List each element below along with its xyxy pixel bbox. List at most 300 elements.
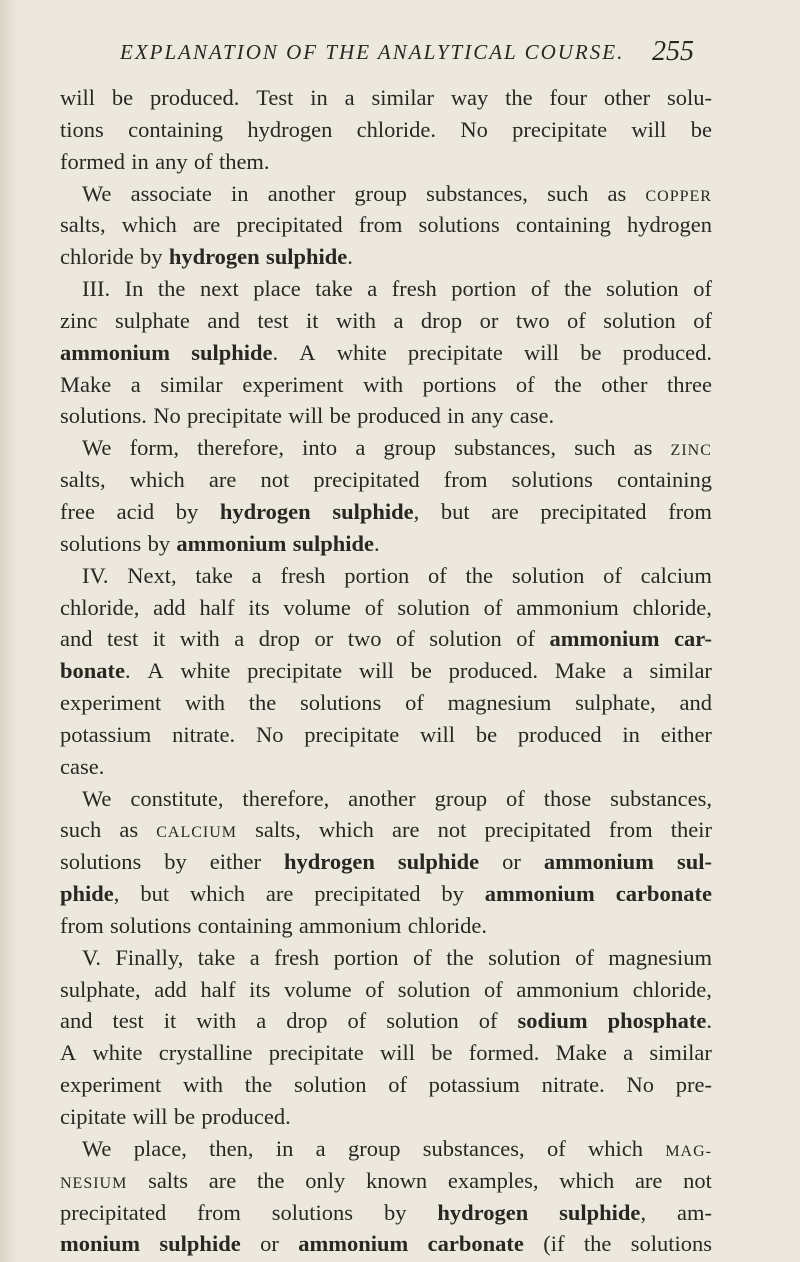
word: Next,: [127, 562, 177, 588]
word: substances,: [426, 180, 528, 206]
word: case.: [509, 403, 555, 429]
word: chloride,: [632, 594, 712, 620]
word: Make: [60, 371, 112, 397]
word: in: [310, 85, 328, 110]
word: substances,: [610, 785, 712, 811]
word: sulphate,: [60, 976, 141, 1002]
word: precipitate: [268, 1040, 364, 1066]
word: fresh: [280, 562, 326, 588]
word: We: [82, 435, 112, 461]
text-line: [60, 783, 712, 815]
word: two: [347, 626, 382, 652]
word: solution: [293, 1072, 367, 1098]
word: free: [60, 498, 95, 524]
word: CALCIUM: [156, 824, 238, 842]
word: solution: [511, 562, 585, 588]
word: which: [318, 817, 374, 843]
word: portion: [333, 944, 399, 970]
word: precipitate: [512, 116, 608, 142]
word: am-: [676, 1199, 712, 1225]
word: containing: [515, 212, 611, 238]
word: group: [347, 1135, 401, 1161]
word: produced.: [149, 85, 240, 110]
word: which: [559, 1167, 615, 1193]
word: by: [140, 244, 163, 270]
word: from: [60, 912, 104, 938]
word: white: [336, 339, 387, 365]
word: place,: [133, 1135, 187, 1161]
word: are: [392, 817, 420, 843]
word: solution: [429, 626, 502, 652]
word: the: [244, 1072, 273, 1098]
word: be: [111, 85, 134, 110]
word: not: [683, 1167, 712, 1193]
word: precipitated: [484, 817, 591, 843]
word: of: [530, 276, 550, 302]
word: of: [567, 307, 586, 333]
word: test: [107, 626, 139, 652]
word: fresh: [391, 276, 437, 302]
word: two: [515, 307, 550, 333]
page-gutter-shadow: [0, 0, 18, 1262]
word: ammonium: [543, 849, 654, 875]
text-line: [60, 146, 712, 178]
word: test: [257, 307, 289, 333]
word: containing: [616, 467, 712, 493]
word: as: [633, 435, 653, 461]
text-line: [60, 432, 712, 464]
word: precipitated: [314, 881, 421, 907]
text-line: [60, 209, 712, 241]
word: experiment: [242, 371, 344, 397]
word: will: [524, 339, 560, 365]
word: volume: [283, 594, 351, 620]
word: V.: [82, 944, 101, 970]
word: a: [393, 307, 404, 333]
text-line: [60, 655, 712, 687]
text-line: [60, 1165, 712, 1197]
word: of: [396, 626, 415, 652]
word: carbonate: [615, 881, 712, 907]
word: chloride,: [632, 976, 712, 1002]
word: it: [163, 1008, 177, 1034]
word: precipitated: [60, 1199, 167, 1225]
word: a: [622, 658, 633, 684]
word: with: [363, 371, 404, 397]
word: sodium: [517, 1008, 588, 1034]
word: solutions.: [60, 403, 147, 429]
word: Make: [555, 1040, 607, 1066]
word: of: [365, 976, 385, 1002]
word: salts,: [255, 817, 301, 843]
word: formed: [60, 148, 125, 174]
word: constitute,: [130, 785, 224, 811]
word: a: [256, 1008, 267, 1034]
word: such: [60, 817, 102, 843]
word: hydrogen: [168, 244, 260, 270]
word: In: [124, 276, 144, 302]
word: with: [182, 1072, 223, 1098]
word: of: [516, 626, 536, 652]
word: drop: [258, 626, 301, 652]
word: phosphate.: [607, 1008, 712, 1034]
word: be: [690, 116, 712, 142]
word: portions: [422, 371, 497, 397]
word: a: [249, 944, 260, 970]
word: solution: [603, 307, 676, 333]
text-line: [60, 751, 712, 783]
word: in: [447, 403, 465, 429]
word: similar: [371, 85, 434, 110]
text-line: [60, 82, 712, 114]
word: examples,: [447, 1167, 539, 1193]
word: a: [367, 276, 378, 302]
text-line: [60, 846, 712, 878]
word: and: [207, 307, 240, 333]
word: from: [358, 212, 403, 238]
word: such: [574, 435, 616, 461]
word: are: [208, 467, 237, 493]
word: place: [253, 276, 301, 302]
word: solution: [386, 1008, 459, 1034]
word: solutions: [60, 849, 142, 875]
word: portion: [451, 276, 517, 302]
word: or: [314, 626, 334, 652]
word: of: [515, 371, 535, 397]
word: by: [441, 881, 464, 907]
word: from: [668, 498, 712, 524]
word: hydrogen: [437, 1199, 529, 1225]
word: solutions: [300, 690, 382, 716]
word: sulphide: [159, 1231, 241, 1257]
word: nitrate.: [172, 721, 236, 747]
word: the: [583, 1231, 612, 1257]
word: any: [155, 148, 188, 174]
word: with: [336, 307, 377, 333]
word: chloride,: [60, 594, 140, 620]
word: a: [234, 626, 245, 652]
word: half: [199, 594, 235, 620]
word: We: [82, 785, 112, 811]
word: either: [660, 721, 712, 747]
word: its: [248, 594, 270, 620]
word: of: [478, 1008, 498, 1034]
word: Make: [554, 658, 606, 684]
word: take: [195, 562, 233, 588]
word: Finally,: [115, 944, 184, 970]
word: of: [575, 944, 594, 970]
word: which: [588, 1135, 644, 1161]
word: ammonium: [60, 339, 171, 365]
word: are: [634, 1167, 663, 1193]
word: solution: [606, 276, 679, 302]
word: by: [164, 849, 187, 875]
word: the: [564, 276, 592, 302]
word: either: [209, 849, 261, 875]
text-line: [60, 114, 712, 146]
word: a: [344, 85, 355, 110]
text-line: [60, 305, 712, 337]
word: case.: [60, 753, 105, 779]
word: and: [679, 690, 712, 716]
word: portion: [344, 562, 410, 588]
word: which: [189, 881, 245, 907]
word: car-: [674, 626, 712, 652]
word: in: [275, 1135, 294, 1161]
word: known: [365, 1167, 428, 1193]
word: COPPER: [645, 187, 712, 205]
word: the: [465, 562, 494, 588]
text-line: [60, 878, 712, 910]
text-line: [60, 910, 712, 942]
word: precipitated: [540, 498, 647, 524]
text-line: [60, 560, 712, 592]
word: are: [208, 1167, 237, 1193]
word: of: [193, 148, 213, 174]
word: sulphide,: [332, 498, 420, 524]
word: pre-: [675, 1072, 712, 1098]
word: solution: [397, 594, 470, 620]
word: nitrate.: [541, 1072, 605, 1098]
word: will: [631, 116, 667, 142]
word: be: [410, 658, 432, 684]
word: solution: [397, 976, 471, 1002]
word: such: [547, 180, 589, 206]
text-line: [60, 400, 712, 432]
word: zinc: [60, 307, 98, 333]
word: into: [302, 435, 338, 461]
word: by: [147, 530, 171, 556]
word: sulphate,: [575, 690, 656, 716]
word: of: [506, 785, 525, 811]
word: similar: [649, 1040, 712, 1066]
word: by: [175, 498, 199, 524]
word: A: [147, 658, 164, 684]
word: half: [200, 976, 236, 1002]
word: precipitated: [313, 467, 420, 493]
word: No: [626, 1072, 655, 1098]
word: a: [355, 435, 366, 461]
word: produced.: [622, 339, 712, 365]
text-line: [60, 1005, 712, 1037]
word: phide,: [60, 881, 120, 907]
word: group: [434, 785, 488, 811]
word: the: [157, 276, 186, 302]
word: A: [60, 1040, 77, 1066]
text-line: [60, 369, 712, 401]
word: cipitate: [60, 1104, 127, 1129]
word: of: [388, 1072, 407, 1098]
word: magnesium: [608, 944, 712, 970]
word: potassium: [428, 1072, 520, 1098]
word: the: [248, 690, 277, 716]
text-line: [60, 241, 712, 273]
word: which: [121, 212, 177, 238]
word: other: [601, 371, 648, 397]
running-title: EXPLANATION OF THE ANALYTICAL COURSE.: [120, 40, 625, 64]
word: not: [437, 817, 467, 843]
word: hydrogen: [626, 212, 712, 238]
word: of: [693, 276, 712, 302]
word: as: [119, 817, 139, 843]
word: sulphate: [114, 307, 190, 333]
word: containing: [128, 116, 224, 142]
text-line: [60, 337, 712, 369]
word: NESIUM: [60, 1174, 128, 1192]
word: precipitate: [187, 403, 282, 429]
word: the: [554, 371, 582, 397]
word: substances,: [422, 1135, 525, 1161]
word: then,: [209, 1135, 254, 1161]
text-line: [60, 1197, 712, 1229]
running-head: [120, 36, 720, 76]
word: of: [483, 594, 503, 620]
word: will: [420, 721, 456, 747]
text-line: [60, 687, 712, 719]
text-line: [60, 1069, 712, 1101]
text-line: [60, 719, 712, 751]
word: formed.: [468, 1040, 540, 1066]
word: of: [347, 1008, 367, 1034]
word: and: [60, 1008, 93, 1034]
word: white: [180, 658, 231, 684]
text-line: [60, 178, 712, 210]
word: ammonium: [549, 626, 660, 652]
word: with: [179, 626, 220, 652]
word: solution: [488, 944, 561, 970]
word: ammonium: [176, 530, 287, 556]
word: in: [231, 180, 249, 206]
word: sulphide.: [191, 339, 279, 365]
word: be: [173, 1104, 196, 1129]
word: add: [154, 976, 187, 1002]
word: therefore,: [197, 435, 284, 461]
word: magnesium: [447, 690, 552, 716]
word: ammonium: [484, 881, 595, 907]
word: A: [299, 339, 316, 365]
word: only: [305, 1167, 346, 1193]
word: associate: [130, 180, 212, 206]
text-line: [60, 464, 712, 496]
word: No: [153, 403, 181, 429]
word: will: [288, 403, 324, 429]
word: with: [196, 1008, 237, 1034]
word: experiment: [60, 1072, 162, 1098]
word: another: [348, 785, 416, 811]
text-line: [60, 623, 712, 655]
text-line: [60, 814, 712, 846]
text-line: [60, 1101, 712, 1133]
word: its: [249, 976, 271, 1002]
word: precipitate: [247, 658, 343, 684]
body-text: [60, 82, 712, 1260]
word: be: [580, 339, 602, 365]
word: of: [483, 976, 503, 1002]
word: are: [192, 212, 221, 238]
text-line: [60, 942, 712, 974]
word: solutions: [271, 1199, 354, 1225]
word: produced: [517, 721, 602, 747]
word: produced.: [201, 1104, 291, 1129]
word: ammonium: [516, 594, 619, 620]
word: of: [413, 944, 432, 970]
word: will: [132, 1104, 168, 1129]
text-line: [60, 1228, 712, 1260]
word: Test: [256, 85, 294, 110]
word: form,: [129, 435, 179, 461]
word: in: [622, 721, 640, 747]
word: precipitate: [407, 339, 503, 365]
word: of: [364, 594, 384, 620]
word: produced.: [448, 658, 538, 684]
word: a: [251, 562, 262, 588]
word: be: [475, 721, 498, 747]
word: precipitate: [304, 721, 400, 747]
word: III.: [82, 276, 111, 302]
word: test: [112, 1008, 144, 1034]
word: chloride.: [356, 116, 437, 142]
word: three: [667, 371, 712, 397]
word: solutions: [630, 1231, 712, 1257]
word: be: [431, 1040, 453, 1066]
word: in: [131, 148, 149, 174]
word: ammonium: [298, 912, 402, 938]
word: produced: [357, 403, 441, 429]
word: will: [379, 1040, 415, 1066]
word: a: [130, 371, 141, 397]
word: sulphide: [397, 849, 480, 875]
word: of: [603, 562, 622, 588]
word: will: [358, 658, 394, 684]
word: ZINC: [670, 442, 712, 460]
word: We: [82, 1135, 112, 1161]
word: their: [670, 817, 712, 843]
word: solu-: [666, 85, 712, 110]
word: a: [623, 1040, 634, 1066]
word: No: [255, 721, 284, 747]
word: IV.: [82, 562, 109, 588]
word: chloride.: [407, 912, 488, 938]
word: ammonium: [516, 976, 619, 1002]
text-line: [60, 592, 712, 624]
word: are: [265, 881, 294, 907]
text-line: [60, 528, 712, 560]
word: it: [152, 626, 166, 652]
word: group: [354, 180, 407, 206]
word: or: [479, 307, 499, 333]
word: solutions: [418, 212, 500, 238]
word: be: [329, 403, 351, 429]
word: similar: [160, 371, 223, 397]
word: of: [693, 307, 712, 333]
word: precipitated: [236, 212, 343, 238]
word: acid: [116, 498, 155, 524]
word: them.: [218, 148, 270, 174]
word: salts: [148, 1167, 189, 1193]
word: add: [153, 594, 186, 620]
page-number: 255: [652, 36, 694, 67]
word: next: [199, 276, 239, 302]
word: group: [383, 435, 436, 461]
word: and: [60, 626, 93, 652]
word: ammonium: [298, 1231, 409, 1257]
word: monium: [60, 1231, 141, 1257]
text-line: [60, 1133, 712, 1165]
word: solutions: [511, 467, 593, 493]
word: of: [546, 1135, 566, 1161]
word: four: [549, 85, 588, 110]
word: similar: [649, 658, 712, 684]
